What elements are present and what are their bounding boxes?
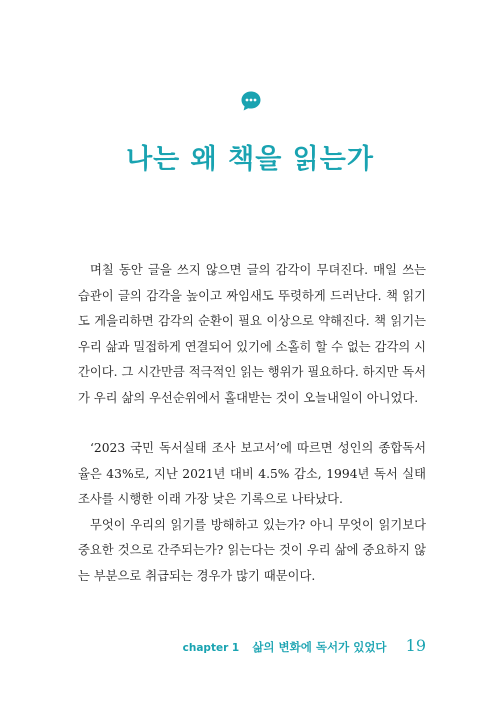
paragraph-1: 며칠 동안 글을 쓰지 않으면 글의 감각이 무뎌진다. 매일 쓰는 습관이 글의 감각을 높이고 짜임새도 뚜렷하게 드러난다. 책 읽기도 게을리하면 감각의 순환이 필요 이상으로 약해진다. 책 읽기는 우리 삶과 밀접하게 연결되어 있기에 소홀히 할 수 없는 감각의 시간이다. 그 시간만큼 적극적인 읽는 행위가 필요하다. 하지만 독서가 우리 삶의 우선순위에서 홀대받는 것이 오늘내일이 아니었다. <box>78 263 426 405</box>
speech-bubble-icon <box>240 90 262 112</box>
body-text <box>78 258 426 589</box>
footer-chapter-title: 삶의 변화에 독서가 있었다 <box>252 640 387 654</box>
page-number: 19 <box>405 636 426 655</box>
running-footer <box>0 636 426 655</box>
footer-chapter-label: chapter 1 <box>182 642 240 654</box>
paragraph-2: ‘2023 국민 독서실태 조사 보고서’에 따르면 성인의 종합독서율은 43%로, 지난 2021년 대비 4.5% 감소, 1994년 독서 실태조사를 시행한 이래 가장 낮은 기록으로 나타났다. <box>78 441 426 506</box>
paragraph-3: 무엇이 우리의 읽기를 방해하고 있는가? 아니 무엇이 읽기보다 중요한 것으로 간주되는가? 읽는다는 것이 우리 삶에 중요하지 않는 부분으로 취급되는 경우가 많기 때문이다. <box>78 517 426 583</box>
chapter-heading: 나는 왜 책을 읽는가 <box>126 144 374 175</box>
